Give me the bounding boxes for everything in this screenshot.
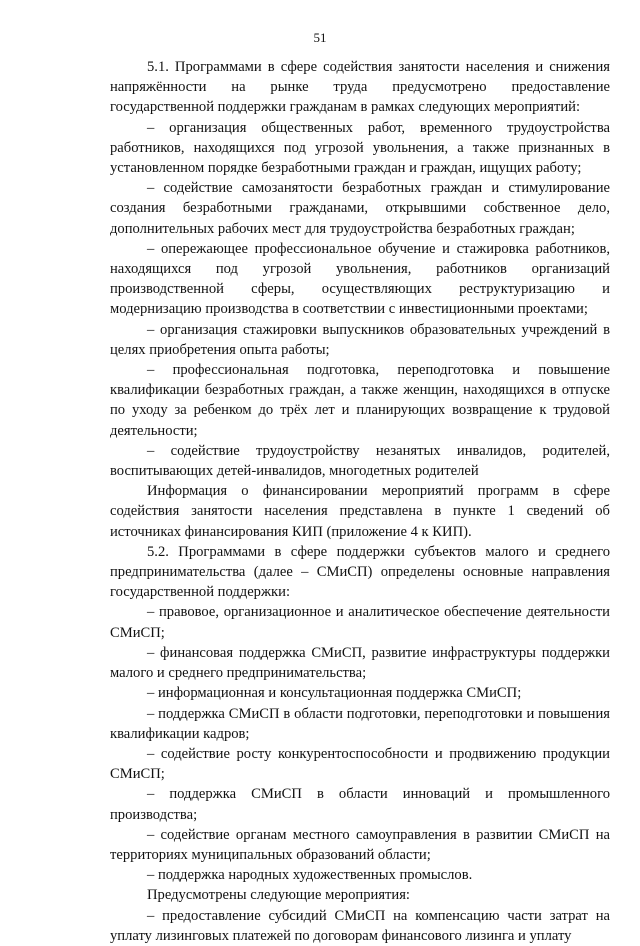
list-item-staff-training: – поддержка СМиСП в области подготовки, переподготовки и повышения квалификации кадров; xyxy=(110,705,610,742)
page-number: 51 xyxy=(313,30,327,45)
list-item-graduate-internship: – организация стажировки выпускников образовательных учреждений в целях приобретения опыта работы; xyxy=(110,321,610,358)
paragraph-financing-info: Информация о финансировании мероприятий программ в сфере содействия занятости населения представлена в пункте 1 сведений об источниках финансирования КИП (приложение 4 к КИП). xyxy=(110,483,610,540)
list-item-self-employment: – содействие самозанятости безработных граждан и стимулирование создания безработными гражданами, открывшими собственное дело, дополнительных рабочих мест для трудоустройства безработных граждан; xyxy=(110,180,610,237)
list-item-competitiveness: – содействие росту конкурентоспособности и продвижению продукции СМиСП; xyxy=(110,745,610,783)
list-item-information-support: – информационная и консультационная поддержка СМиСП; xyxy=(147,685,522,702)
list-item-financial-support: – финансовая поддержка СМиСП, развитие инфраструктуры поддержки малого и среднего предпринимательства; xyxy=(110,644,610,682)
list-item-professional-training: – профессиональная подготовка, переподготовка и повышение квалификации безработных граждан, а также женщин, находящихся в отпуске по уходу за ребенком до трёх лет и планирующих возвращение к трудовой деятельности; xyxy=(110,362,610,439)
paragraph-measures-heading: Предусмотрены следующие мероприятия: xyxy=(147,887,410,904)
list-item-innovation: – поддержка СМиСП в области инноваций и промышленного производства; xyxy=(110,786,610,823)
list-item-leasing-subsidies: – предоставление субсидий СМиСП на компенсацию части затрат на уплату лизинговых платежей по договорам финансового лизинга и уплату xyxy=(110,907,610,944)
list-item-public-works: – организация общественных работ, временного трудоустройства работников, находящихся под угрозой увольнения, а также признанных в установленном порядке безработными граждан и граждан, ищущих работу; xyxy=(110,119,610,177)
document-body xyxy=(110,57,610,946)
list-item-folk-crafts: – поддержка народных художественных промыслов. xyxy=(147,867,473,884)
paragraph-5-2-intro: 5.2. Программами в сфере поддержки субъектов малого и среднего предпринимательства (далее – СМиСП) определены основные направления государственной поддержки: xyxy=(110,543,610,601)
list-item-disabled-employment: – содействие трудоустройству незанятых инвалидов, родителей, воспитывающих детей-инвалидов, многодетных родителей xyxy=(110,442,610,480)
list-item-local-government: – содействие органам местного самоуправления в развитии СМиСП на территориях муниципальных образований области; xyxy=(110,826,610,863)
list-item-legal-support: – правовое, организационное и аналитическое обеспечение деятельности СМиСП; xyxy=(110,604,610,641)
list-item-advance-training: – опережающее профессиональное обучение и стажировка работников, находящихся под угрозой увольнения, работников организаций производственной сферы, осуществляющих реструктуризацию и модернизацию производства в соответствии с инвестиционными проектами; xyxy=(110,240,610,318)
paragraph-5-1-intro: 5.1. Программами в сфере содействия занятости населения и снижения напряжённости на рынке труда предусмотрено предоставление государственной поддержки гражданам в рамках следующих мероприятий: xyxy=(110,59,610,116)
